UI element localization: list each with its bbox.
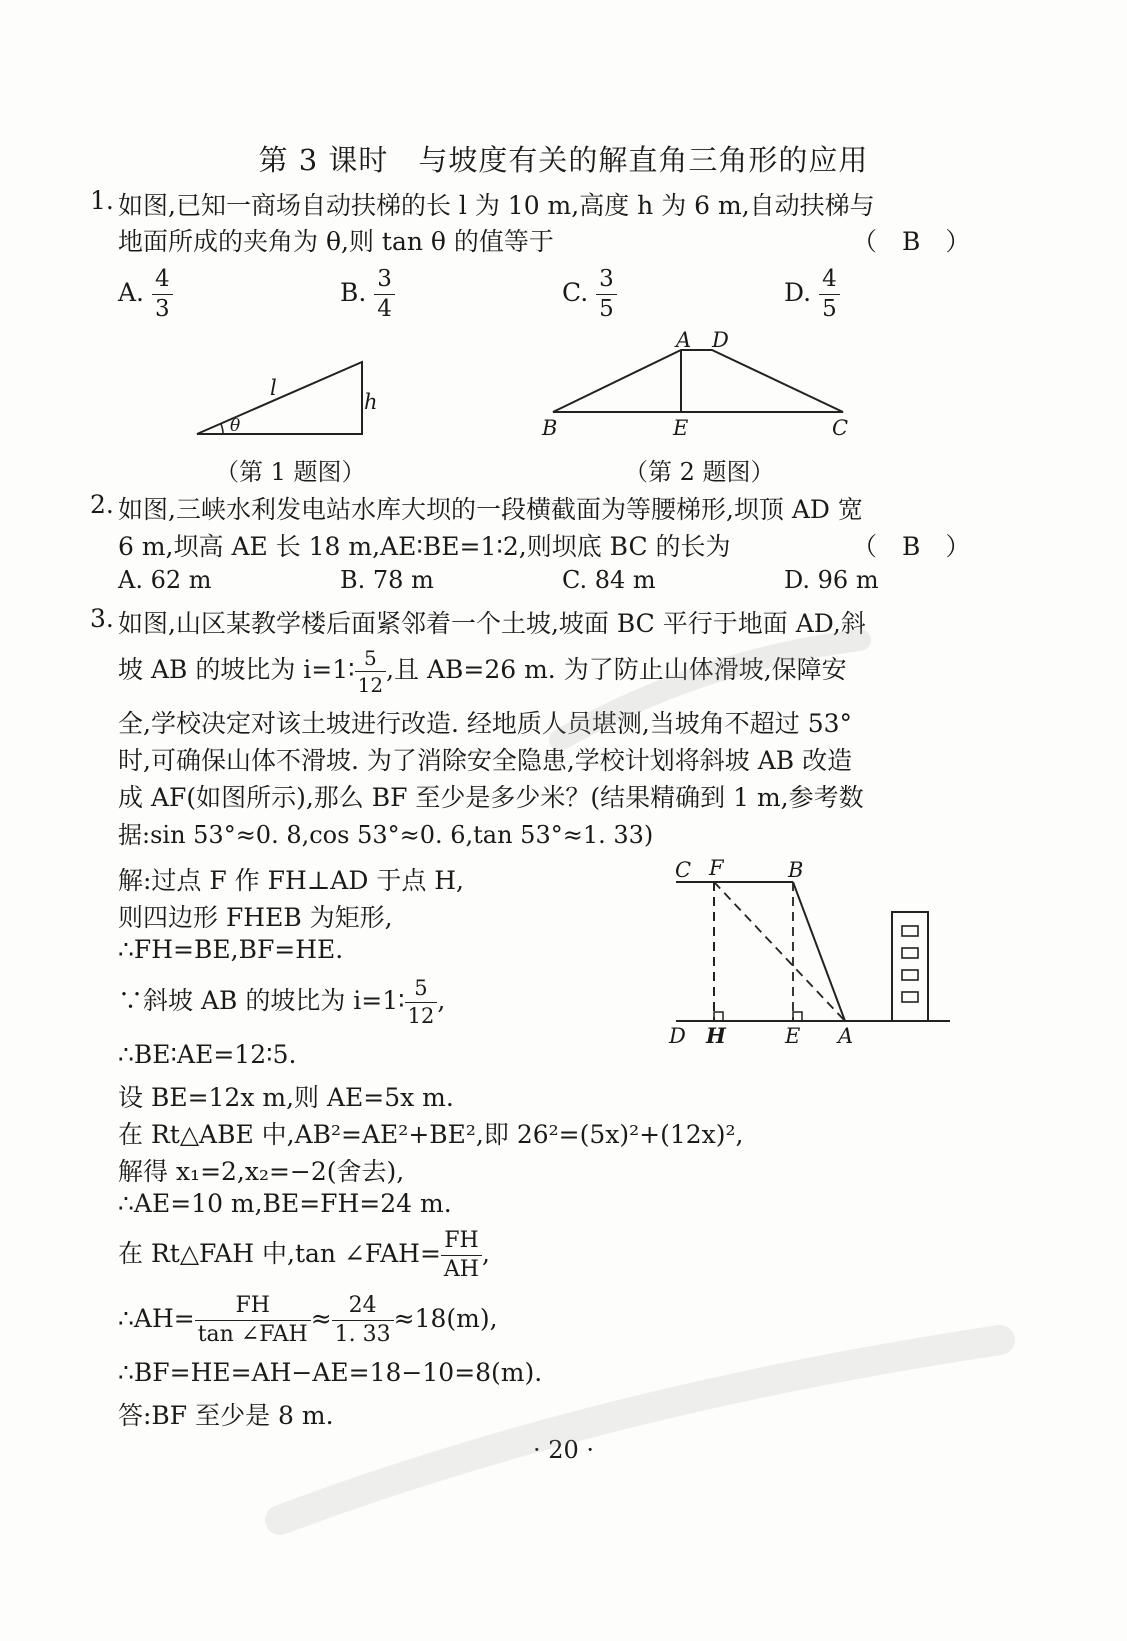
- label-c: C: [675, 858, 692, 882]
- q3-line1: 如图,山区某教学楼后面紧邻着一个土坡,坡面 BC 平行于地面 AD,斜: [118, 609, 866, 638]
- solution-s10-pre: 在 Rt△FAH 中,tan ∠FAH=: [118, 1239, 441, 1268]
- label-h: H: [706, 1023, 726, 1048]
- q3-line4: 时,可确保山体不滑坡. 为了消除安全隐患,学校计划将斜坡 AB 改造: [118, 746, 853, 775]
- label-d: D: [669, 1024, 686, 1048]
- page-title: 第 3 课时 与坡度有关的解直角三角形的应用: [258, 143, 869, 177]
- solution-s5: ∴BE∶AE=12∶5.: [118, 1040, 297, 1069]
- solution-s4-pre: ∵斜坡 AB 的坡比为 i=1∶: [118, 986, 405, 1015]
- q2-answer: （ B ）: [852, 532, 971, 561]
- solution-s10-post: ,: [481, 1239, 490, 1268]
- solution-s12: ∴BF=HE=AH−AE=18−10=8(m).: [118, 1358, 543, 1387]
- q3-line5: 成 AF(如图所示),那么 BF 至少是多少米？(结果精确到 1 m,参考数: [118, 783, 864, 812]
- q3-line2-post: ,且 AB=26 m. 为了防止山体滑坡,保障安: [386, 655, 847, 684]
- label-d: D: [712, 328, 729, 352]
- option-den: 3: [154, 296, 170, 322]
- q2-number: 2.: [90, 490, 114, 519]
- q2-option-d: D. 96 m: [784, 566, 879, 594]
- solution-s11-post: ≈18(m),: [393, 1304, 498, 1333]
- solution-s11-pre: ∴AH=: [118, 1304, 195, 1333]
- label-h: h: [364, 390, 378, 414]
- option-num: 3: [596, 268, 617, 295]
- den-133: 1. 33: [334, 1322, 391, 1347]
- solution-s6: 设 BE=12x m,则 AE=5x m.: [118, 1083, 454, 1112]
- label-b: B: [788, 858, 804, 882]
- label-e: E: [673, 416, 689, 440]
- ah-den: AH: [443, 1257, 479, 1282]
- q1-answer: （ B ）: [852, 227, 971, 256]
- option-num: 4: [819, 268, 840, 295]
- page-number: · 20 ·: [532, 1436, 595, 1464]
- solution-s3: ∴FH=BE,BF=HE.: [118, 935, 344, 964]
- option-den: 5: [822, 296, 837, 322]
- option-label: B.: [340, 278, 367, 307]
- option-label: D.: [784, 278, 812, 307]
- q2-option-a: A. 62 m: [118, 566, 212, 594]
- option-num: 4: [152, 268, 173, 295]
- q2-line2: 6 m,坝高 AE 长 18 m,AE∶BE=1∶2,则坝底 BC 的长为: [118, 532, 731, 561]
- tan-den: tan ∠FAH: [197, 1322, 308, 1347]
- solution-s8: 解得 x₁=2,x₂=−2(舍去),: [118, 1157, 405, 1186]
- label-f: F: [709, 856, 724, 880]
- q1-line1: 如图,已知一商场自动扶梯的长 l 为 10 m,高度 h 为 6 m,自动扶梯与: [118, 191, 875, 220]
- approx-sign: ≈: [310, 1304, 332, 1333]
- fh-num: FH: [441, 1230, 482, 1256]
- ratio-num: 5: [405, 978, 438, 1003]
- solution-s9: ∴AE=10 m,BE=FH=24 m.: [118, 1189, 452, 1218]
- fig1-caption: （第 1 题图）: [215, 458, 366, 486]
- option-den: 5: [599, 296, 614, 322]
- fig2-caption: （第 2 题图）: [624, 458, 775, 486]
- q1-number: 1.: [90, 186, 114, 215]
- q1-line2: 地面所成的夹角为 θ,则 tan θ 的值等于: [118, 227, 554, 256]
- q3-line2-pre: 坡 AB 的坡比为 i=1∶: [118, 655, 355, 684]
- solution-s7: 在 Rt△ABE 中,AB²=AE²+BE²,即 26²=(5x)²+(12x)²,: [118, 1120, 744, 1149]
- q2-option-b: B. 78 m: [340, 566, 434, 594]
- label-a: A: [838, 1024, 854, 1048]
- num-24: 24: [332, 1295, 394, 1321]
- label-a: A: [676, 328, 692, 352]
- q2-option-c: C. 84 m: [562, 566, 656, 594]
- option-label: A.: [118, 278, 145, 307]
- ratio-den: 12: [407, 1004, 435, 1028]
- q3-line6: 据:sin 53°≈0. 8,cos 53°≈0. 6,tan 53°≈1. 33): [118, 821, 654, 849]
- option-den: 4: [377, 296, 392, 322]
- ratio-den: 12: [357, 673, 384, 697]
- q3-line3: 全,学校决定对该土坡进行改造. 经地质人员堪测,当坡角不超过 53°: [118, 709, 853, 738]
- label-c: C: [832, 416, 849, 440]
- option-num: 3: [374, 268, 395, 295]
- q3-number: 3.: [90, 604, 114, 633]
- fh-num: FH: [195, 1295, 311, 1321]
- label-l: l: [270, 376, 277, 400]
- label-theta: θ: [230, 416, 241, 436]
- label-b: B: [542, 416, 558, 440]
- solution-s2: 则四边形 FHEB 为矩形,: [118, 903, 393, 932]
- q2-line1: 如图,三峡水利发电站水库大坝的一段横截面为等腰梯形,坝顶 AD 宽: [118, 495, 863, 524]
- ratio-num: 5: [355, 648, 386, 672]
- solution-s13: 答:BF 至少是 8 m.: [118, 1401, 334, 1430]
- solution-s4-post: ,: [437, 986, 446, 1015]
- solution-s1: 解:过点 F 作 FH⊥AD 于点 H,: [118, 866, 465, 895]
- option-label: C.: [562, 278, 589, 307]
- label-e: E: [785, 1024, 801, 1048]
